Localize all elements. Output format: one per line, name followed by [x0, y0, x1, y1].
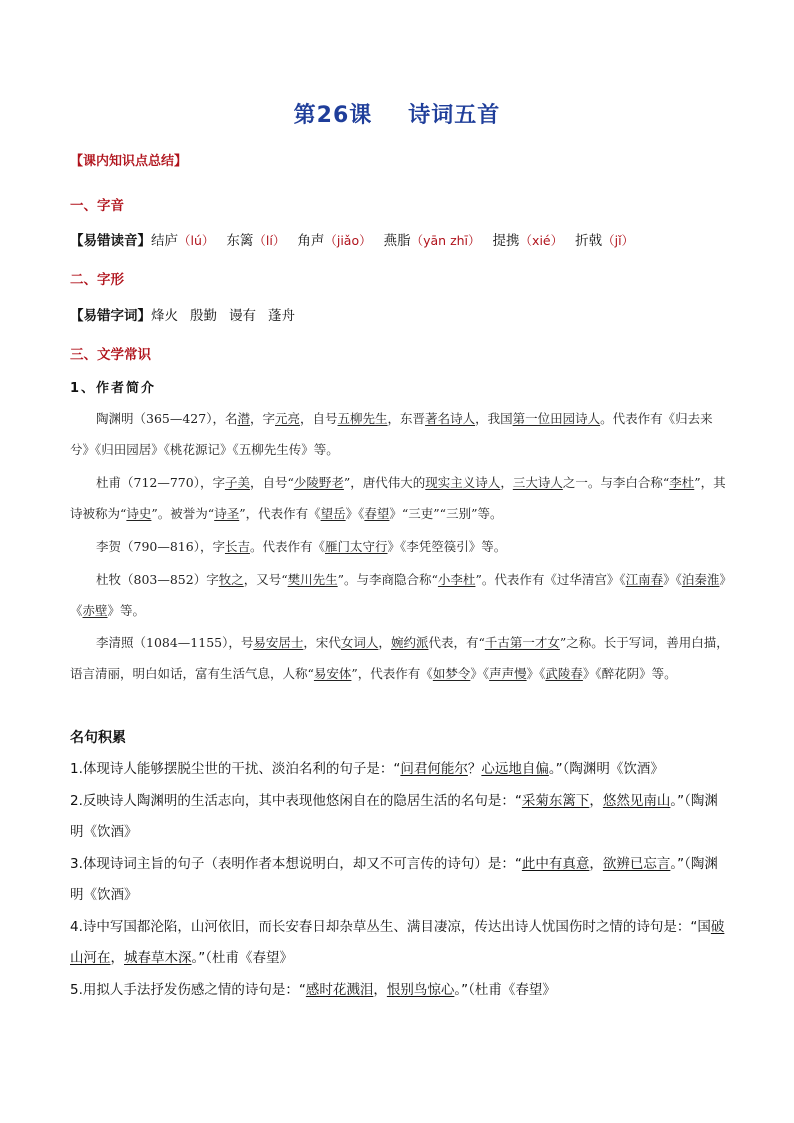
section-heading-characters: 二、字形 [70, 272, 124, 288]
pronunciation-line [70, 229, 646, 249]
famous-lines-heading: 名句积累 [70, 730, 126, 746]
summary-tag: 【课内知识点总结】 [70, 154, 188, 169]
author-tao-yuanming: 陶渊明（365—427），名潜，字元亮，自号五柳先生，东晋著名诗人，我国第一位田园诗人。代表作有《归去来兮》《归田园居》《桃花源记》《五柳先生传》等。 [70, 411, 713, 457]
char-item: 蓬舟 [268, 308, 295, 324]
author-li-qingzhao: 李清照（1084—1155），号易安居士，宋代女词人，婉约派代表，有“千古第一才女”之称。长于写词，善用白描，语言清丽，明白如话，富有生活气息，人称“易安体”，代表作有《如梦令》《声声慢》《武陵春》《醉花阴》等。 [70, 635, 729, 681]
pron-item: 燕脂（yān zhī） [383, 233, 481, 249]
char-item: 谩有 [229, 308, 256, 324]
section-heading-pronunciation: 一、字音 [70, 198, 124, 214]
lesson-name: 诗词五首 [408, 103, 501, 128]
char-item: 殷勤 [190, 308, 217, 324]
author-li-he: 李贺（790—816），字长吉。代表作有《雁门太守行》《李凭箜篌引》等。 [96, 539, 507, 554]
quote-item: 5.用拟人手法抒发伤感之情的诗句是：“感时花溅泪，恨别鸟惊心。”（杜甫《春望》 [70, 982, 556, 998]
quote-item: 2.反映诗人陶渊明的生活志向，其中表现他悠闲自在的隐居生活的名句是：“采菊东篱下，悠然见南山。”（陶渊明《饮酒》 [70, 793, 718, 840]
author-du-fu: 杜甫（712—770），字子美，自号“少陵野老”，唐代伟大的现实主义诗人，三大诗人之一。与李白合称“李杜”，其诗被称为“诗史”。被誉为“诗圣”，代表作有《望岳》《春望》“三吏”“三别”等。 [70, 475, 726, 521]
lesson-number: 第26课 [293, 103, 373, 128]
pron-item: 结庐（lú） [151, 233, 215, 249]
pron-item: 折戟（jǐ） [575, 233, 635, 249]
pron-item: 提携（xié） [492, 233, 564, 249]
pron-item: 角声（jiǎo） [297, 233, 372, 249]
char-item: 烽火 [151, 308, 178, 324]
author-du-mu: 杜牧（803—852）字牧之，又号“樊川先生”。与李商隐合称“小李杜”。代表作有《过华清宫》《江南春》《泊秦淮》《赤壁》等。 [70, 572, 726, 618]
pron-item: 东篱（lí） [226, 233, 286, 249]
author-intro-heading: 1、作者简介 [70, 381, 157, 396]
quote-item: 3.体现诗词主旨的句子（表明作者本想说明白，却又不可言传的诗句）是：“此中有真意，欲辨已忘言。”（陶渊明《饮酒》 [70, 856, 718, 903]
characters-label: 【易错字词】 [70, 308, 151, 324]
pronunciation-label: 【易错读音】 [70, 233, 151, 249]
section-heading-literature: 三、文学常识 [70, 347, 151, 363]
page-title [0, 98, 794, 129]
characters-line [70, 304, 307, 324]
quote-item: 1.体现诗人能够摆脱尘世的干扰、淡泊名利的句子是：“问君何能尔？心远地自偏。”（陶渊明《饮酒》 [70, 761, 664, 777]
quote-item: 4.诗中写国都沦陷，山河依旧，而长安春日却杂草丛生、满目凄凉，传达出诗人忧国伤时之情的诗句是：“国破山河在，城春草木深。”（杜甫《春望》 [70, 919, 725, 966]
